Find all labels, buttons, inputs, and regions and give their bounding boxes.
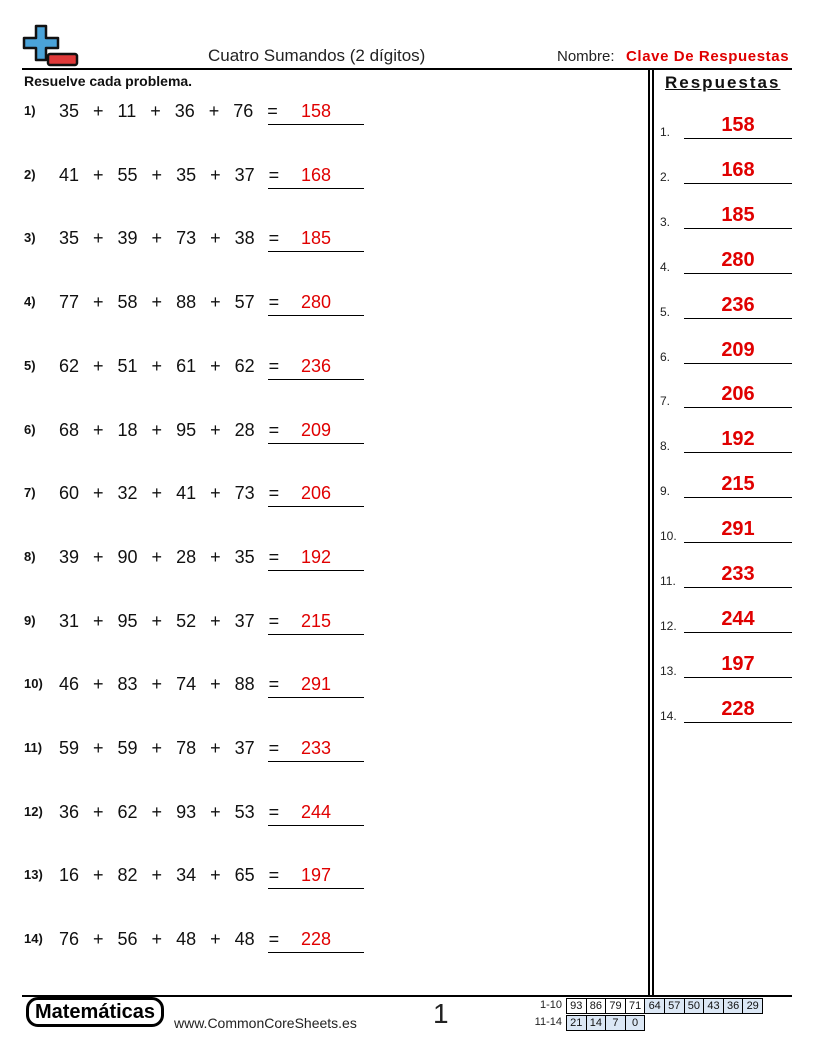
score-cell: 7	[605, 1015, 626, 1031]
answer-key-row	[660, 378, 792, 408]
answer-key-value: 185	[721, 203, 755, 226]
problem-number: 11)	[24, 740, 43, 755]
answer-key-title: Respuestas	[665, 73, 781, 92]
answer-key-row	[660, 423, 792, 453]
problem-number: 1)	[24, 103, 36, 118]
answer-key-value: 228	[721, 697, 755, 720]
answer-key-number: 6.	[660, 349, 671, 364]
answer-key-row	[660, 109, 792, 139]
answer-key-line	[684, 138, 792, 139]
problem-expression: 76 + 56 + 48 + 48 =	[59, 929, 280, 950]
score-range-label: 11-14	[534, 1016, 562, 1028]
problem-number: 3)	[24, 230, 36, 246]
header-divider	[22, 68, 792, 70]
answer-key-value: 209	[721, 338, 755, 361]
problem-expression: 35 + 11 + 36 + 76 =	[59, 101, 278, 121]
column-divider	[652, 69, 654, 996]
answer-key-line	[684, 632, 792, 633]
problem-answer: 215	[300, 610, 332, 631]
problem-number: 6)	[24, 421, 36, 437]
answer-blank-line	[268, 825, 364, 826]
answer-key-number: 8.	[660, 439, 671, 454]
answer-key-row	[660, 199, 792, 229]
answer-blank-line	[268, 443, 364, 444]
score-cell: 71	[625, 998, 646, 1014]
answer-key-line	[684, 722, 792, 723]
problem-expression: 35 + 39 + 73 + 38 =	[59, 228, 280, 249]
problem-answer: 233	[300, 738, 332, 758]
answer-key-number: 4.	[660, 259, 671, 274]
problem-number: 9)	[24, 612, 36, 628]
score-cell: 79	[605, 998, 626, 1014]
answer-key-value: 168	[721, 158, 755, 181]
score-cell: 86	[586, 998, 607, 1014]
answer-key-number: 13.	[660, 663, 677, 678]
answer-key-line	[684, 407, 792, 408]
answer-key-row	[660, 289, 792, 319]
score-cell: 29	[742, 998, 763, 1014]
score-cell: 93	[566, 998, 587, 1014]
problem-row	[24, 544, 369, 574]
problem-number: 14)	[24, 931, 43, 947]
score-cell: 14	[586, 1015, 607, 1031]
answer-blank-line	[268, 761, 364, 762]
problem-expression: 59 + 59 + 78 + 37 =	[59, 738, 280, 758]
answer-blank-line	[268, 124, 364, 125]
score-cell: 50	[684, 998, 705, 1014]
problem-expression: 36 + 62 + 93 + 53 =	[59, 801, 280, 822]
problem-answer: 206	[300, 483, 332, 504]
answer-key-line	[684, 452, 792, 453]
answer-key-number: 7.	[660, 394, 671, 409]
problem-row	[24, 289, 369, 319]
answer-key-number: 1.	[660, 125, 671, 139]
problem-number: 4)	[24, 294, 36, 310]
answer-key-value: 233	[721, 563, 755, 585]
answer-key-number: 2.	[660, 169, 671, 184]
problem-expression: 62 + 51 + 61 + 62 =	[59, 355, 280, 376]
problem-row	[24, 98, 369, 128]
answer-key-row	[660, 513, 792, 543]
answer-key-row	[660, 603, 792, 633]
answer-key-number: 11.	[660, 574, 676, 588]
answer-blank-line	[268, 315, 364, 316]
score-cell: 36	[723, 998, 744, 1014]
column-divider	[648, 69, 650, 996]
problem-answer: 192	[300, 546, 332, 567]
answer-blank-line	[268, 379, 364, 380]
problem-row	[24, 417, 369, 447]
answer-blank-line	[268, 634, 364, 635]
answer-blank-line	[268, 570, 364, 571]
problem-number: 10)	[24, 676, 43, 692]
problem-expression: 16 + 82 + 34 + 65 =	[59, 865, 280, 886]
page-number: 1	[433, 998, 449, 1029]
name-label: Nombre:	[557, 48, 615, 65]
answer-key-line	[684, 228, 792, 229]
problem-row	[24, 480, 369, 510]
problem-answer: 291	[300, 674, 332, 695]
problem-answer: 185	[300, 228, 332, 249]
answer-key-value: 206	[721, 383, 755, 406]
answer-key-row	[660, 558, 792, 588]
problem-expression: 68 + 18 + 95 + 28 =	[59, 419, 280, 440]
brand-label: Matemáticas	[34, 1000, 156, 1023]
answer-blank-line	[268, 697, 364, 698]
problem-expression: 60 + 32 + 41 + 73 =	[59, 483, 280, 504]
answer-key-value: 158	[721, 114, 755, 136]
answer-key-value: 215	[721, 473, 755, 496]
answer-key-number: 14.	[660, 708, 677, 723]
plus-minus-logo-icon	[22, 24, 80, 68]
answer-key-row	[660, 693, 792, 723]
score-cell: 57	[664, 998, 685, 1014]
answer-blank-line	[268, 888, 364, 889]
answer-key-row	[660, 334, 792, 364]
problem-expression: 39 + 90 + 28 + 35 =	[59, 546, 280, 567]
answer-key-number: 9.	[660, 484, 671, 499]
problem-number: 12)	[24, 803, 43, 819]
problem-row	[24, 926, 369, 956]
answer-key-row	[660, 648, 792, 678]
answer-key-line	[684, 497, 792, 498]
answer-blank-line	[268, 952, 364, 953]
site-url: www.CommonCoreSheets.es	[174, 1015, 357, 1031]
answer-key-value: 192	[721, 428, 755, 451]
score-cell: 43	[703, 998, 724, 1014]
problem-number: 8)	[24, 548, 36, 564]
problem-answer: 168	[300, 164, 332, 185]
score-range-label: 1-10	[539, 999, 562, 1011]
problem-answer: 244	[300, 801, 332, 822]
problem-row	[24, 225, 369, 255]
score-cell: 64	[644, 998, 665, 1014]
brand-badge	[26, 997, 164, 1027]
problem-answer: 280	[300, 292, 332, 313]
answer-key-value: 197	[721, 652, 755, 675]
answer-blank-line	[268, 506, 364, 507]
problem-number: 13)	[24, 867, 43, 883]
answer-key-line	[684, 677, 792, 678]
answer-key-line	[684, 542, 792, 543]
answer-key-number: 5.	[660, 304, 671, 319]
problem-expression: 31 + 95 + 52 + 37 =	[59, 610, 280, 631]
problem-answer: 236	[300, 355, 332, 376]
problem-answer: 209	[300, 419, 332, 440]
worksheet-title: Cuatro Sumandos (2 dígitos)	[208, 46, 426, 65]
answer-key-line	[684, 183, 792, 184]
problem-row	[24, 608, 369, 638]
answer-key-value: 244	[721, 607, 755, 630]
problem-row	[24, 671, 369, 701]
instructions: Resuelve cada problema.	[24, 73, 193, 89]
problem-row	[24, 162, 369, 192]
answer-key-line	[684, 363, 792, 364]
answer-key-line	[684, 587, 792, 588]
problem-number: 7)	[24, 485, 36, 501]
answer-key-line	[684, 273, 792, 274]
problem-number: 2)	[24, 166, 36, 182]
answer-blank-line	[268, 251, 364, 252]
answer-key-value: 236	[721, 293, 755, 316]
problem-row	[24, 735, 369, 765]
score-cell: 21	[566, 1015, 587, 1031]
answer-key-number: 10.	[660, 529, 677, 544]
problem-row	[24, 353, 369, 383]
problem-answer: 197	[300, 865, 332, 886]
answer-key-row	[660, 244, 792, 274]
problem-expression: 46 + 83 + 74 + 88 =	[59, 674, 280, 695]
answer-key-value: 291	[721, 518, 755, 541]
name-value: Clave De Respuestas	[626, 48, 790, 65]
problem-answer: 228	[300, 929, 332, 950]
answer-key-row	[660, 154, 792, 184]
score-cell: 0	[625, 1015, 646, 1031]
problem-number: 5)	[24, 357, 36, 373]
problem-row	[24, 862, 369, 892]
answer-key-number: 3.	[660, 214, 671, 229]
problem-answer: 158	[300, 101, 332, 121]
answer-key-row	[660, 468, 792, 498]
answer-key-number: 12.	[660, 618, 677, 633]
answer-key-line	[684, 318, 792, 319]
answer-blank-line	[268, 188, 364, 189]
problem-expression: 77 + 58 + 88 + 57 =	[59, 292, 280, 313]
answer-key-value: 280	[721, 248, 755, 271]
problem-expression: 41 + 55 + 35 + 37 =	[59, 164, 280, 185]
problem-row	[24, 799, 369, 829]
